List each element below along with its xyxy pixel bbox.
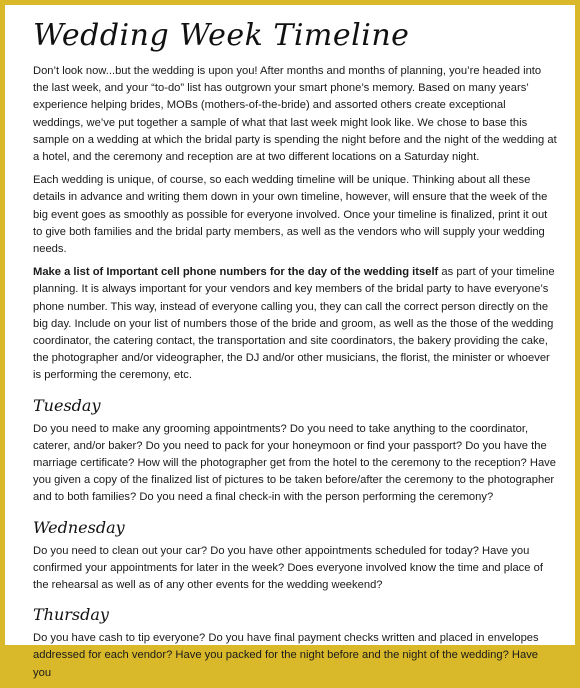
intro-paragraph-1: Don’t look now...but the wedding is upon you! After months and months of planning, you’re headed into the last week, and your “to-do” list has outgrown your smart phone’s memory. Based on many years’ experience helping brides, MOBs (mothers-of-the-bride) and assorted others create exceptional weddings, we’ve put together a sample of what that last week might look like. We chose to base this sample on a wedding at which the bridal party is spending the night before and the night of the wedding at a hotel, and the ceremony and reception are at two different locations on a Saturday night. xyxy=(33,65,557,164)
section-heading-wednesday: Wednesday xyxy=(33,517,125,537)
intro-paragraph-2: Each wedding is unique, of course, so each wedding timeline will be unique. Thinking about all these details in advance and writing them down in your own timeline, however, will ensure that the week of the big event goes as smoothly as possible for everyone involved. Once your timeline is finalized, print it out to give both families and the bridal party members, as well as the vendors who will supply your wedding needs. xyxy=(33,174,548,256)
phone-list-lead: Make a list of Important cell phone numbers for the day of the wedding itself xyxy=(33,266,439,279)
document-content xyxy=(33,17,559,688)
document-title: Wedding Week Timeline xyxy=(33,18,410,53)
section-heading-thursday: Thursday xyxy=(33,605,109,625)
section-body-tuesday: Do you need to make any grooming appointments? Do you need to take anything to the coordinator, caterer, and/or baker? Do you need to pack for your honeymoon or find your passport? Do you have the marriage certificate? How will the photographer get from the hotel to the ceremony to the reception? Have you given a copy of the finalized list of pictures to be taken before/after the ceremony to the photographer and to both families? Do you need a final check-in with the person performing the ceremony? xyxy=(33,422,556,504)
section-body-wednesday: Do you need to clean out your car? Do you have other appointments scheduled for today? Have you confirmed your appointments for later in the week? Does everyone involved know the time and place of the rehearsal as well as of any other events for the wedding weekend? xyxy=(33,544,543,592)
phone-list-body: as part of your timeline planning. It is always important for your vendors and key members of the bridal party to have everyone’s phone number. This way, instead of everyone calling you, they can call the correct person directly on the big day. Include on your list of numbers those of the bride and groom, as well as the those of the wedding coordinator, the catering contact, the transportation and site coordinators, the bakery providing the cake, the photographer and/or videographer, the DJ and/or other musicians, the florist, the minister or whoever is performing the ceremony, etc. xyxy=(33,266,555,382)
phone-list-paragraph xyxy=(33,264,559,384)
section-body-thursday: Do you have cash to tip everyone? Do you have final payment checks written and placed in envelopes addressed for each vendor? Have you packed for the night before and the night of the wedding? Have you xyxy=(33,632,539,679)
section-heading-tuesday: Tuesday xyxy=(33,395,101,415)
